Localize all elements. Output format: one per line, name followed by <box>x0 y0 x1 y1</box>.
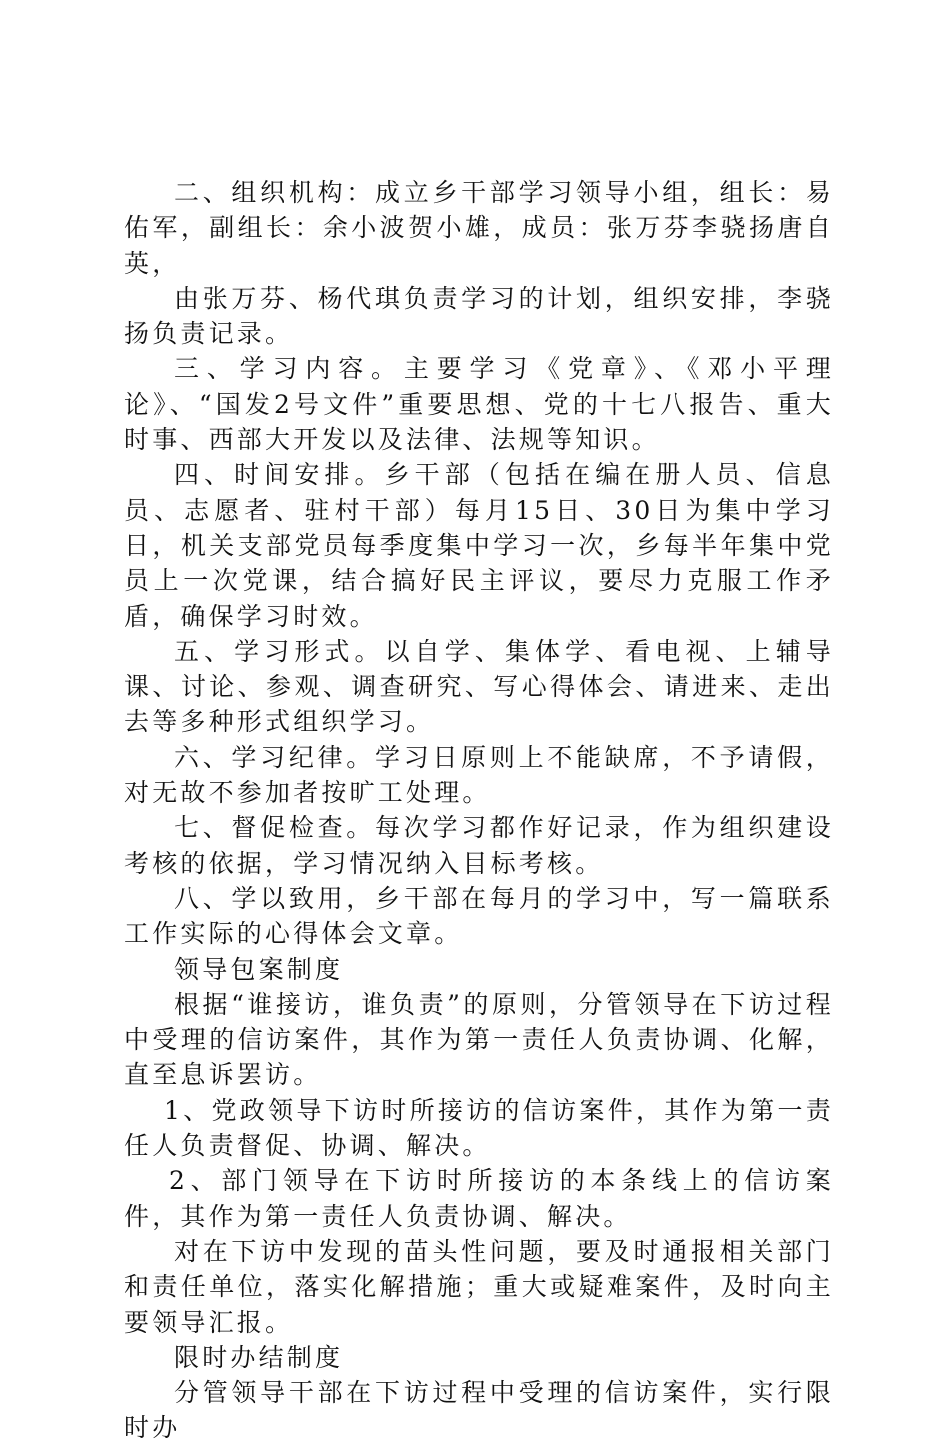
paragraph-time-limit: 分管领导干部在下访过程中受理的信访案件，实行限时办 <box>124 1378 834 1443</box>
paragraph-principle: 根据“谁接访，谁负责”的原则，分管领导在下访过程中受理的信访案件，其作为第一责任人负责协调、化解，直至息诉罢访。 <box>124 989 834 1090</box>
list-item-1: 1、党政领导下访时所接访的信访案件，其作为第一责任人负责督促、协调、解决。 <box>124 1095 834 1161</box>
paragraph-supervision: 七、督促检查。每次学习都作好记录，作为组织建设考核的依据，学习情况纳入目标考核。 <box>124 813 834 878</box>
section-heading-case-responsibility: 领导包案制度 <box>174 954 344 984</box>
document-body <box>124 175 834 1446</box>
paragraph-application: 八、学以致用，乡干部在每月的学习中，写一篇联系工作实际的心得体会文章。 <box>124 883 834 949</box>
paragraph-study-form: 五、学习形式。以自学、集体学、看电视、上辅导课、讨论、参观、调查研究、写心得体会、请进来、走出去等多种形式组织学习。 <box>124 636 834 737</box>
list-item-2: 2、部门领导在下访时所接访的本条线上的信访案件，其作为第一责任人负责协调、解决。 <box>124 1166 834 1231</box>
section-heading-time-limit: 限时办结制度 <box>174 1342 344 1372</box>
paragraph-schedule: 四、时间安排。乡干部（包括在编在册人员、信息员、志愿者、驻村干部）每月15日、30日为集中学习日，机关支部党员每季度集中学习一次，乡每半年集中党员上一次党课，结合搞好民主评议，要尽力克服工作矛盾，确保学习时效。 <box>124 460 834 631</box>
paragraph-responsibility: 由张万芬、杨代琪负责学习的计划，组织安排，李骁扬负责记录。 <box>124 283 834 349</box>
paragraph-early-warning: 对在下访中发现的苗头性问题，要及时通报相关部门和责任单位，落实化解措施；重大或疑难案件，及时向主要领导汇报。 <box>124 1236 834 1337</box>
paragraph-discipline: 六、学习纪律。学习日原则上不能缺席，不予请假，对无故不参加者按旷工处理。 <box>124 742 834 808</box>
paragraph-organization: 二、组织机构：成立乡干部学习领导小组，组长：易佑军，副组长：余小波贺小雄，成员：张万芬李骁扬唐自英， <box>124 178 834 278</box>
paragraph-study-content: 三、学习内容。主要学习《党章》、《邓小平理论》、“国发2号文件”重要思想、党的十七八报告、重大时事、西部大开发以及法律、法规等知识。 <box>124 354 834 455</box>
